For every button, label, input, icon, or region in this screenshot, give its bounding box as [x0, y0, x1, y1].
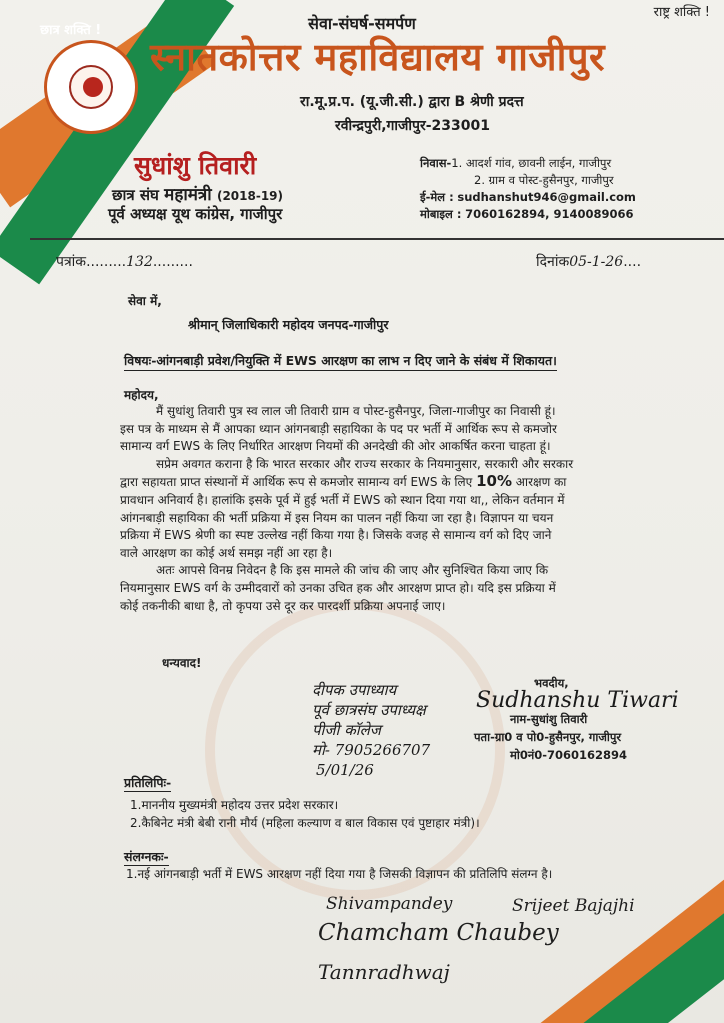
addressee-line-2: श्रीमान् जिलाधिकारी महोदय जनपद-गाजीपुर — [188, 317, 389, 332]
body-fragment: आरक्षण का — [511, 475, 567, 490]
ref-value: 132 — [126, 254, 153, 270]
handwritten-signature: Sudhanshu Tiwari — [476, 688, 679, 713]
college-address: रवीन्द्रपुरी,गाजीपुर-233001 — [335, 118, 490, 134]
body-line: अतः आपसे विनम्र निवेदन है कि इस मामले की जांच की जाए और सुनिश्चित किया जाए कि — [156, 563, 549, 578]
witness-signature-2: Srijeet Bajajhi — [512, 896, 635, 916]
body-line: नियमानुसार EWS वर्ग के उम्मीदवारों को उनका उचित हक और आरक्षण प्राप्त हो। यदि इस प्रक्रिया में — [120, 580, 556, 595]
signer-address: पता-ग्रा0 व पो0-हुसैनपुर, गाजीपुर — [474, 730, 622, 744]
endorsement-line: दीपक उपाध्याय — [312, 681, 397, 699]
email: sudhanshut946@gmail.com — [457, 190, 636, 204]
witness-signature-1: Shivampandey — [326, 894, 453, 914]
body-line: आंगनबाड़ी सहायिका की भर्ती प्रक्रिया में इस नियम का पालन नहीं किया जा रहा है। विज्ञापन या चयन — [120, 510, 554, 525]
endorsement-line: मो- 7905266707 — [312, 741, 431, 759]
endorsement-line: 5/01/26 — [316, 761, 374, 779]
rose-icon — [83, 77, 103, 97]
post-year: (2018-19) — [216, 189, 283, 203]
affiliation: रा.मू.प्र.प. (यू.जी.सी.) द्वारा B श्रेणी प्रदत्त — [300, 94, 524, 110]
body-line: सप्रेम अवगत कराना है कि भारत सरकार और राज्य सरकार के नियमानुसार, सरकारी और सरकार — [156, 456, 574, 471]
college-seal-icon — [44, 40, 138, 134]
salutation: महोदय, — [124, 388, 159, 402]
email-label: ई-मेल : — [420, 190, 454, 204]
body-line: मैं सुधांशु तिवारी पुत्र स्व लाल जी तिवारी ग्राम व पोस्ट-हुसैनपुर, जिला-गाजीपुर का निवासी हूं। — [156, 404, 556, 418]
sender-name: सुधांशु तिवारी — [134, 151, 257, 180]
mobile: 7060162894, 9140089066 — [465, 207, 634, 221]
body-line: कोई तकनीकी बाधा है, तो कृपया उसे दूर कर पारदर्शी प्रक्रिया अपनाई जाए। — [120, 598, 446, 613]
date-value: 05-1-26 — [569, 254, 624, 270]
sender-post — [112, 182, 283, 205]
post-main: महामंत्री — [164, 185, 212, 205]
ref-dots-left: ......... — [86, 254, 127, 270]
body-fragment: द्वारा सहायता प्राप्त संस्थानों में आर्थिक रूप से कमजोर सामान्य वर्ग EWS के लिए — [120, 475, 477, 490]
college-name: स्नातकोत्तर महाविद्यालय गाजीपुर — [150, 35, 606, 79]
header-divider — [30, 238, 724, 240]
residence-2: 2. ग्राम व पोस्ट-हुसैनपुर, गाजीपुर — [474, 173, 614, 187]
witness-signature-3: Chamcham Chaubey — [318, 920, 559, 946]
witness-signature-4: Tannradhwaj — [318, 960, 450, 984]
endorsement-line: पीजी कॉलेज — [312, 721, 381, 739]
signer-mobile: मो0नं0-7060162894 — [510, 748, 628, 762]
residence-label: निवास- — [420, 156, 452, 170]
ref-dots: ......... — [152, 254, 193, 270]
signer-name: नाम-सुधांशु तिवारी — [510, 712, 588, 726]
post-prefix: छात्र संघ — [112, 186, 159, 204]
mobile-label: मोबाइल : — [420, 207, 462, 221]
enclosure-item: 1.नई आंगनबाड़ी भर्ती में EWS आरक्षण नहीं दिया गया है जिसकी विज्ञापन की प्रतिलिपि संलग्न है। — [126, 867, 553, 881]
copies-heading: प्रतिलिपिः- — [124, 775, 172, 790]
body-line: इस पत्र के माध्यम से मैं आपका ध्यान आंगनबाड़ी सहायिका के पद पर भर्ती में आर्थिक रूप से कमजोर — [120, 421, 557, 436]
copy-item: 2.कैबिनेट मंत्री बेबी रानी मौर्य (महिला कल्याण व बाल विकास एवं पुष्टाहार मंत्री)। — [130, 816, 480, 830]
body-line: सामान्य वर्ग EWS के लिए निर्धारित आरक्षण नियमों की अनदेखी की ओर आकर्षित करना चाहता हूं। — [120, 439, 551, 454]
ews-percentage: 10% — [476, 472, 512, 491]
addressee-line-1: सेवा में, — [128, 294, 162, 308]
closing: भवदीय, — [534, 676, 569, 690]
date-label: दिनांक — [536, 254, 570, 270]
letter-body — [120, 403, 700, 615]
letter-subject: विषयः-आंगनबाड़ी प्रवेश/नियुक्ति में EWS आरक्षण का लाभ न दिए जाने के संबंध में शिकायत। — [124, 352, 557, 371]
contact-block — [420, 155, 636, 223]
sender-previous-post: पूर्व अध्यक्ष यूथ कांग्रेस, गाजीपुर — [108, 205, 283, 223]
signature-details — [474, 710, 627, 764]
slogan-left: छात्र शक्ति ! — [40, 23, 102, 38]
thanks: धन्यवाद! — [162, 656, 202, 670]
residence-1: 1. आदर्श गांव, छावनी लाईन, गाजीपुर — [451, 156, 612, 170]
endorsement-line: पूर्व छात्रसंघ उपाध्यक्ष — [312, 701, 426, 719]
body-line — [120, 473, 700, 492]
letter-date — [536, 252, 641, 271]
enclosure-heading: संलग्नकः- — [124, 849, 169, 864]
body-line: प्रक्रिया में EWS श्रेणी का स्पष्ट उल्लेख नहीं किया गया है। जिसके वजह से सामान्य वर्ग को दिए जाने — [120, 528, 552, 543]
date-dots: .... — [623, 254, 642, 270]
handwritten-endorsement — [312, 680, 430, 780]
motto: सेवा-संघर्ष-समर्पण — [308, 14, 416, 33]
body-line: प्रावधान अनिवार्य है। हालांकि इसके पूर्व में हुई भर्ती में EWS को स्थान दिया गया था,, लेकिन वर्तमान में — [120, 492, 565, 507]
copies-list — [130, 796, 480, 832]
reference-number — [56, 252, 193, 271]
body-line: वाले आरक्षण का कोई अर्थ समझ नहीं आ रहा है। — [120, 545, 333, 560]
slogan-right: राष्ट्र शक्ति ! — [653, 5, 710, 20]
ref-label: पत्रांक — [56, 254, 87, 270]
copy-item: 1.माननीय मुख्यमंत्री महोदय उत्तर प्रदेश सरकार। — [130, 798, 339, 812]
